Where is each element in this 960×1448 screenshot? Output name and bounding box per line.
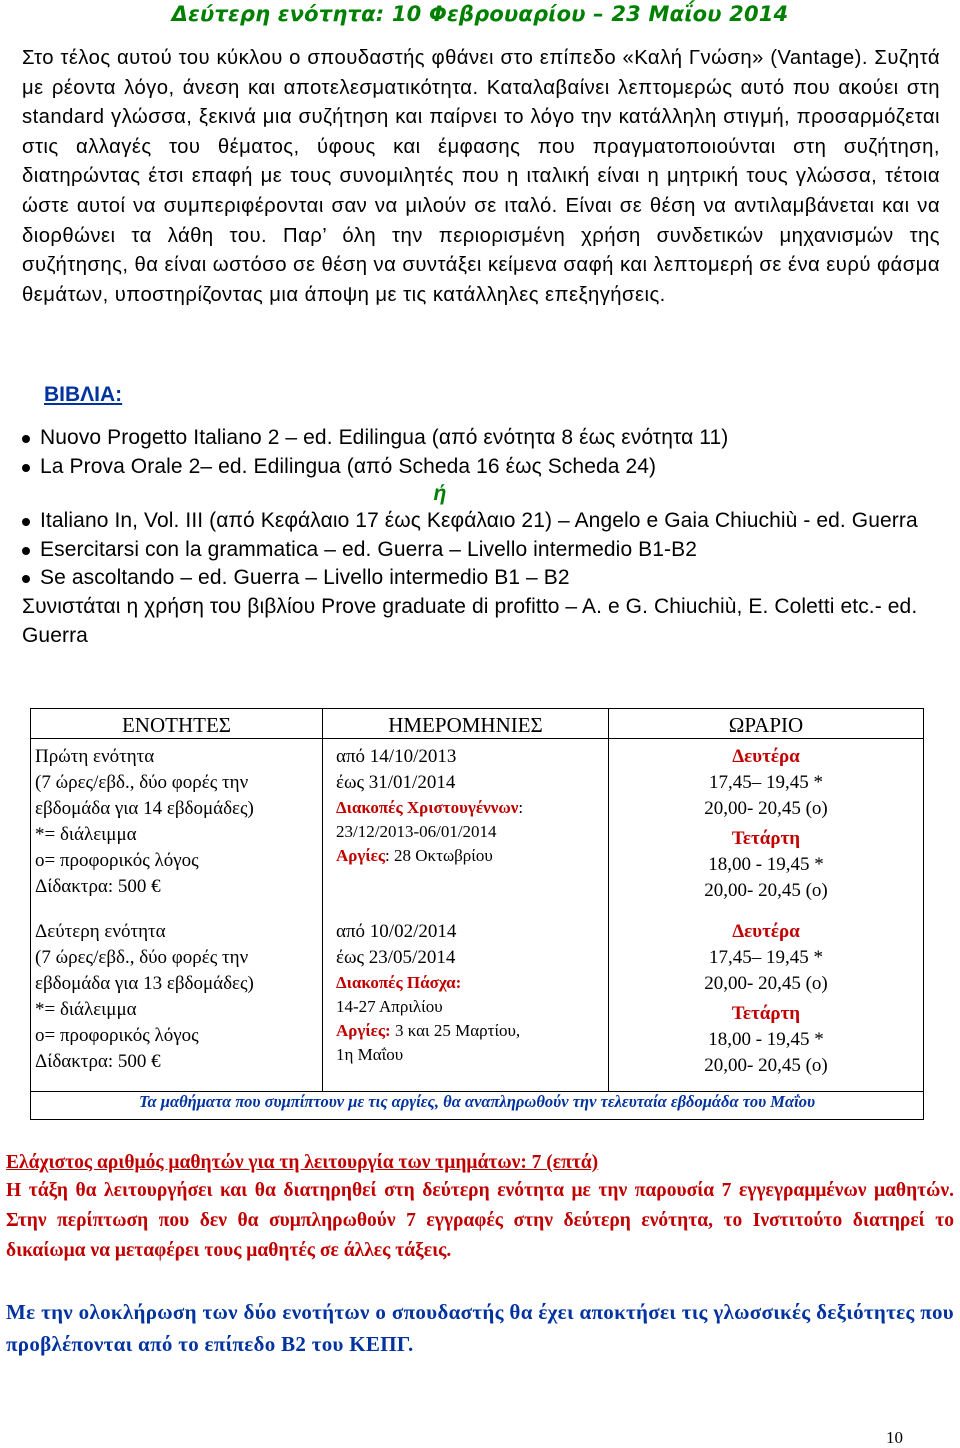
off-days-label: Αργίες: bbox=[336, 1021, 391, 1040]
unit-legend-oral: ο= προφορικός λόγος bbox=[35, 1025, 199, 1046]
schedule-cell-1 bbox=[609, 744, 923, 904]
off-days-dates: 28 Οκτωβρίου bbox=[394, 846, 493, 865]
table-footer-note: Τα μαθήματα που συμπίπτουν με τις αργίες, θα αναπληρωθούν την τελευταία εβδομάδα του Μαΐου bbox=[138, 1092, 816, 1111]
day-monday: Δευτέρα bbox=[732, 746, 800, 767]
time-slot: 20,00- 20,45 (ο) bbox=[704, 798, 828, 819]
day-monday: Δευτέρα bbox=[732, 921, 800, 942]
holiday-dates: 23/12/2013-06/01/2014 bbox=[336, 822, 497, 841]
unit-legend-break: *= διάλειμμα bbox=[35, 824, 137, 845]
unit-fee: Δίδακτρα: 500 € bbox=[35, 876, 161, 897]
date-from: από 14/10/2013 bbox=[336, 746, 457, 767]
day-wednesday: Τετάρτη bbox=[731, 1003, 801, 1024]
recommended-book-note: Συνιστάται η χρήση του βιβλίου Prove graduate di profitto – A. e G. Chiuchiù, E. Coletti etc.- ed. Guerra bbox=[22, 594, 918, 647]
book-item: Esercitarsi con la grammatica – ed. Guerra – Livello intermedio B1-B2 bbox=[22, 536, 942, 565]
book-item: La Prova Orale 2– ed. Edilingua (από Scheda 16 έως Scheda 24) bbox=[22, 453, 942, 482]
unit-fee: Δίδακτρα: 500 € bbox=[35, 1051, 161, 1072]
page-number: 10 bbox=[886, 1428, 903, 1447]
minimum-students: Ελάχιστος αριθμός μαθητών για τη λειτουργία των τμημάτων: 7 (επτά) bbox=[6, 1152, 599, 1173]
time-slot: 17,45– 19,45 * bbox=[709, 947, 823, 968]
book-item: Se ascoltando – ed. Guerra – Livello intermedio B1 – B2 bbox=[22, 564, 942, 593]
holiday-label: Διακοπές Πάσχα: bbox=[336, 973, 462, 992]
description-paragraph: Στο τέλος αυτού του κύκλου ο σπουδαστής φθάνει στο επίπεδο «Καλή Γνώση» (Vantage). Συζητά με ρέοντα λόγο, άνεση και αποτελεσματικότητα. Καταλαβαίνει λεπτομερώς αυτό που ακούει στη standard γλώσσα, ξεκινά μια συζήτηση και παίρνει το λόγο την κατάλληλη στιγμή, προσαρμόζεται στις αλλαγές του θέματος, ύφους και έμφασης που πραγματοποιούνται στη συζήτηση, διατηρώντας έτσι επαφή με τους συνομιλητές που η ιταλική είναι η μητρική τους γλώσσα, τέτοια ώστε αυτοί να συμπεριφέρονται σαν να μιλούν σε ιταλό. Είναι σε θέση να αντιλαμβάνεται και να διορθώνει τα λάθη του. Παρ’ όλη την περιορισμένη χρήση συνδετικών μηχανισμών της συζήτησης, θα είναι ωστόσο σε θέση να συντάξει κείμενα σαφή και λεπτομερή σε ένα ευρύ φάσμα θεμάτων, υποστηρίζοντας μια άποψη με τις κατάλληλες επεξηγήσεις. bbox=[22, 47, 940, 306]
schedule-table bbox=[30, 708, 924, 1120]
unit-legend-break: *= διάλειμμα bbox=[35, 999, 137, 1020]
unit-legend-oral: ο= προφορικός λόγος bbox=[35, 850, 199, 871]
book-item: Italiano In, Vol. III (από Κεφάλαιο 17 έως Κεφάλαιο 21) – Angelo e Gaia Chiuchiù - ed. Guerra bbox=[22, 507, 942, 536]
schedule-cell-2 bbox=[609, 919, 923, 1079]
books-list bbox=[22, 424, 942, 650]
header-units: ΕΝΟΤΗΤΕΣ bbox=[121, 713, 232, 737]
unit-weeks: εβδομάδα για 13 εβδομάδες) bbox=[35, 973, 254, 994]
time-slot: 18,00 - 19,45 * bbox=[708, 1029, 824, 1050]
time-slot: 18,00 - 19,45 * bbox=[708, 854, 824, 875]
date-to: έως 31/01/2014 bbox=[336, 772, 456, 793]
header-dates: ΗΜΕΡΟΜΗΝΙΕΣ bbox=[388, 713, 543, 737]
section-heading: Δεύτερη ενότητα: 10 Φεβρουαρίου – 23 Μαΐου 2014 bbox=[171, 2, 789, 26]
unit-hours: (7 ώρες/εβδ., δύο φορές την bbox=[35, 947, 249, 968]
date-to: έως 23/05/2014 bbox=[336, 947, 456, 968]
time-slot: 20,00- 20,45 (ο) bbox=[704, 1055, 828, 1076]
date-from: από 10/02/2014 bbox=[336, 921, 457, 942]
unit-cell-2 bbox=[35, 919, 254, 1075]
or-separator: ή bbox=[433, 482, 447, 506]
dates-cell-1: από 14/10/2013 έως 31/01/2014 Διακοπές Χριστουγέννων: 23/12/2013-06/01/2014 Αργίες: 28 Οκτωβρίου bbox=[336, 746, 524, 865]
time-slot: 20,00- 20,45 (ο) bbox=[704, 880, 828, 901]
dates-cell-2 bbox=[336, 919, 520, 1067]
completion-statement: Με την ολοκλήρωση των δύο ενοτήτων ο σπουδαστής θα έχει αποκτήσει τις γλωσσικές δεξιότητες που προβλέπονται από το επίπεδο B2 του ΚΕΠΓ. bbox=[6, 1300, 954, 1356]
unit-cell-1 bbox=[35, 744, 254, 900]
holiday-label: Διακοπές Χριστουγέννων bbox=[336, 798, 519, 817]
unit-weeks: εβδομάδα για 14 εβδομάδες) bbox=[35, 798, 254, 819]
unit-title: Πρώτη ενότητα bbox=[35, 746, 155, 767]
off-days-dates: 1η Μαΐου bbox=[336, 1045, 404, 1064]
row-divider bbox=[31, 738, 923, 739]
unit-title: Δεύτερη ενότητα bbox=[35, 921, 166, 942]
header-schedule: ΩΡΑΡΙΟ bbox=[728, 713, 804, 737]
time-slot: 17,45– 19,45 * bbox=[709, 772, 823, 793]
column-divider bbox=[322, 709, 323, 1091]
time-slot: 20,00- 20,45 (ο) bbox=[704, 973, 828, 994]
holiday-dates: 14-27 Απριλίου bbox=[336, 997, 443, 1016]
off-days-dates: 3 και 25 Μαρτίου, bbox=[394, 1021, 521, 1040]
unit-hours: (7 ώρες/εβδ., δύο φορές την bbox=[35, 772, 249, 793]
class-operation-notice: Η τάξη θα λειτουργήσει και θα διατηρηθεί στη δεύτερη ενότητα με την παρουσία 7 εγγεγραμμένων μαθητών. Στην περίπτωση που δεν θα συμπληρωθούν 7 εγγραφές στην δεύτερη ενότητα, το Ινστιτούτο διατηρεί το δικαίωμα να μεταφέρει τους μαθητές σε άλλες τάξεις. bbox=[6, 1180, 954, 1261]
books-title: ΒΙΒΛΙΑ: bbox=[44, 383, 123, 406]
day-wednesday: Τετάρτη bbox=[731, 828, 801, 849]
off-days-label: Αργίες bbox=[336, 846, 386, 865]
book-item: Nuovo Progetto Italiano 2 – ed. Edilingua (από ενότητα 8 έως ενότητα 11) bbox=[22, 424, 942, 453]
